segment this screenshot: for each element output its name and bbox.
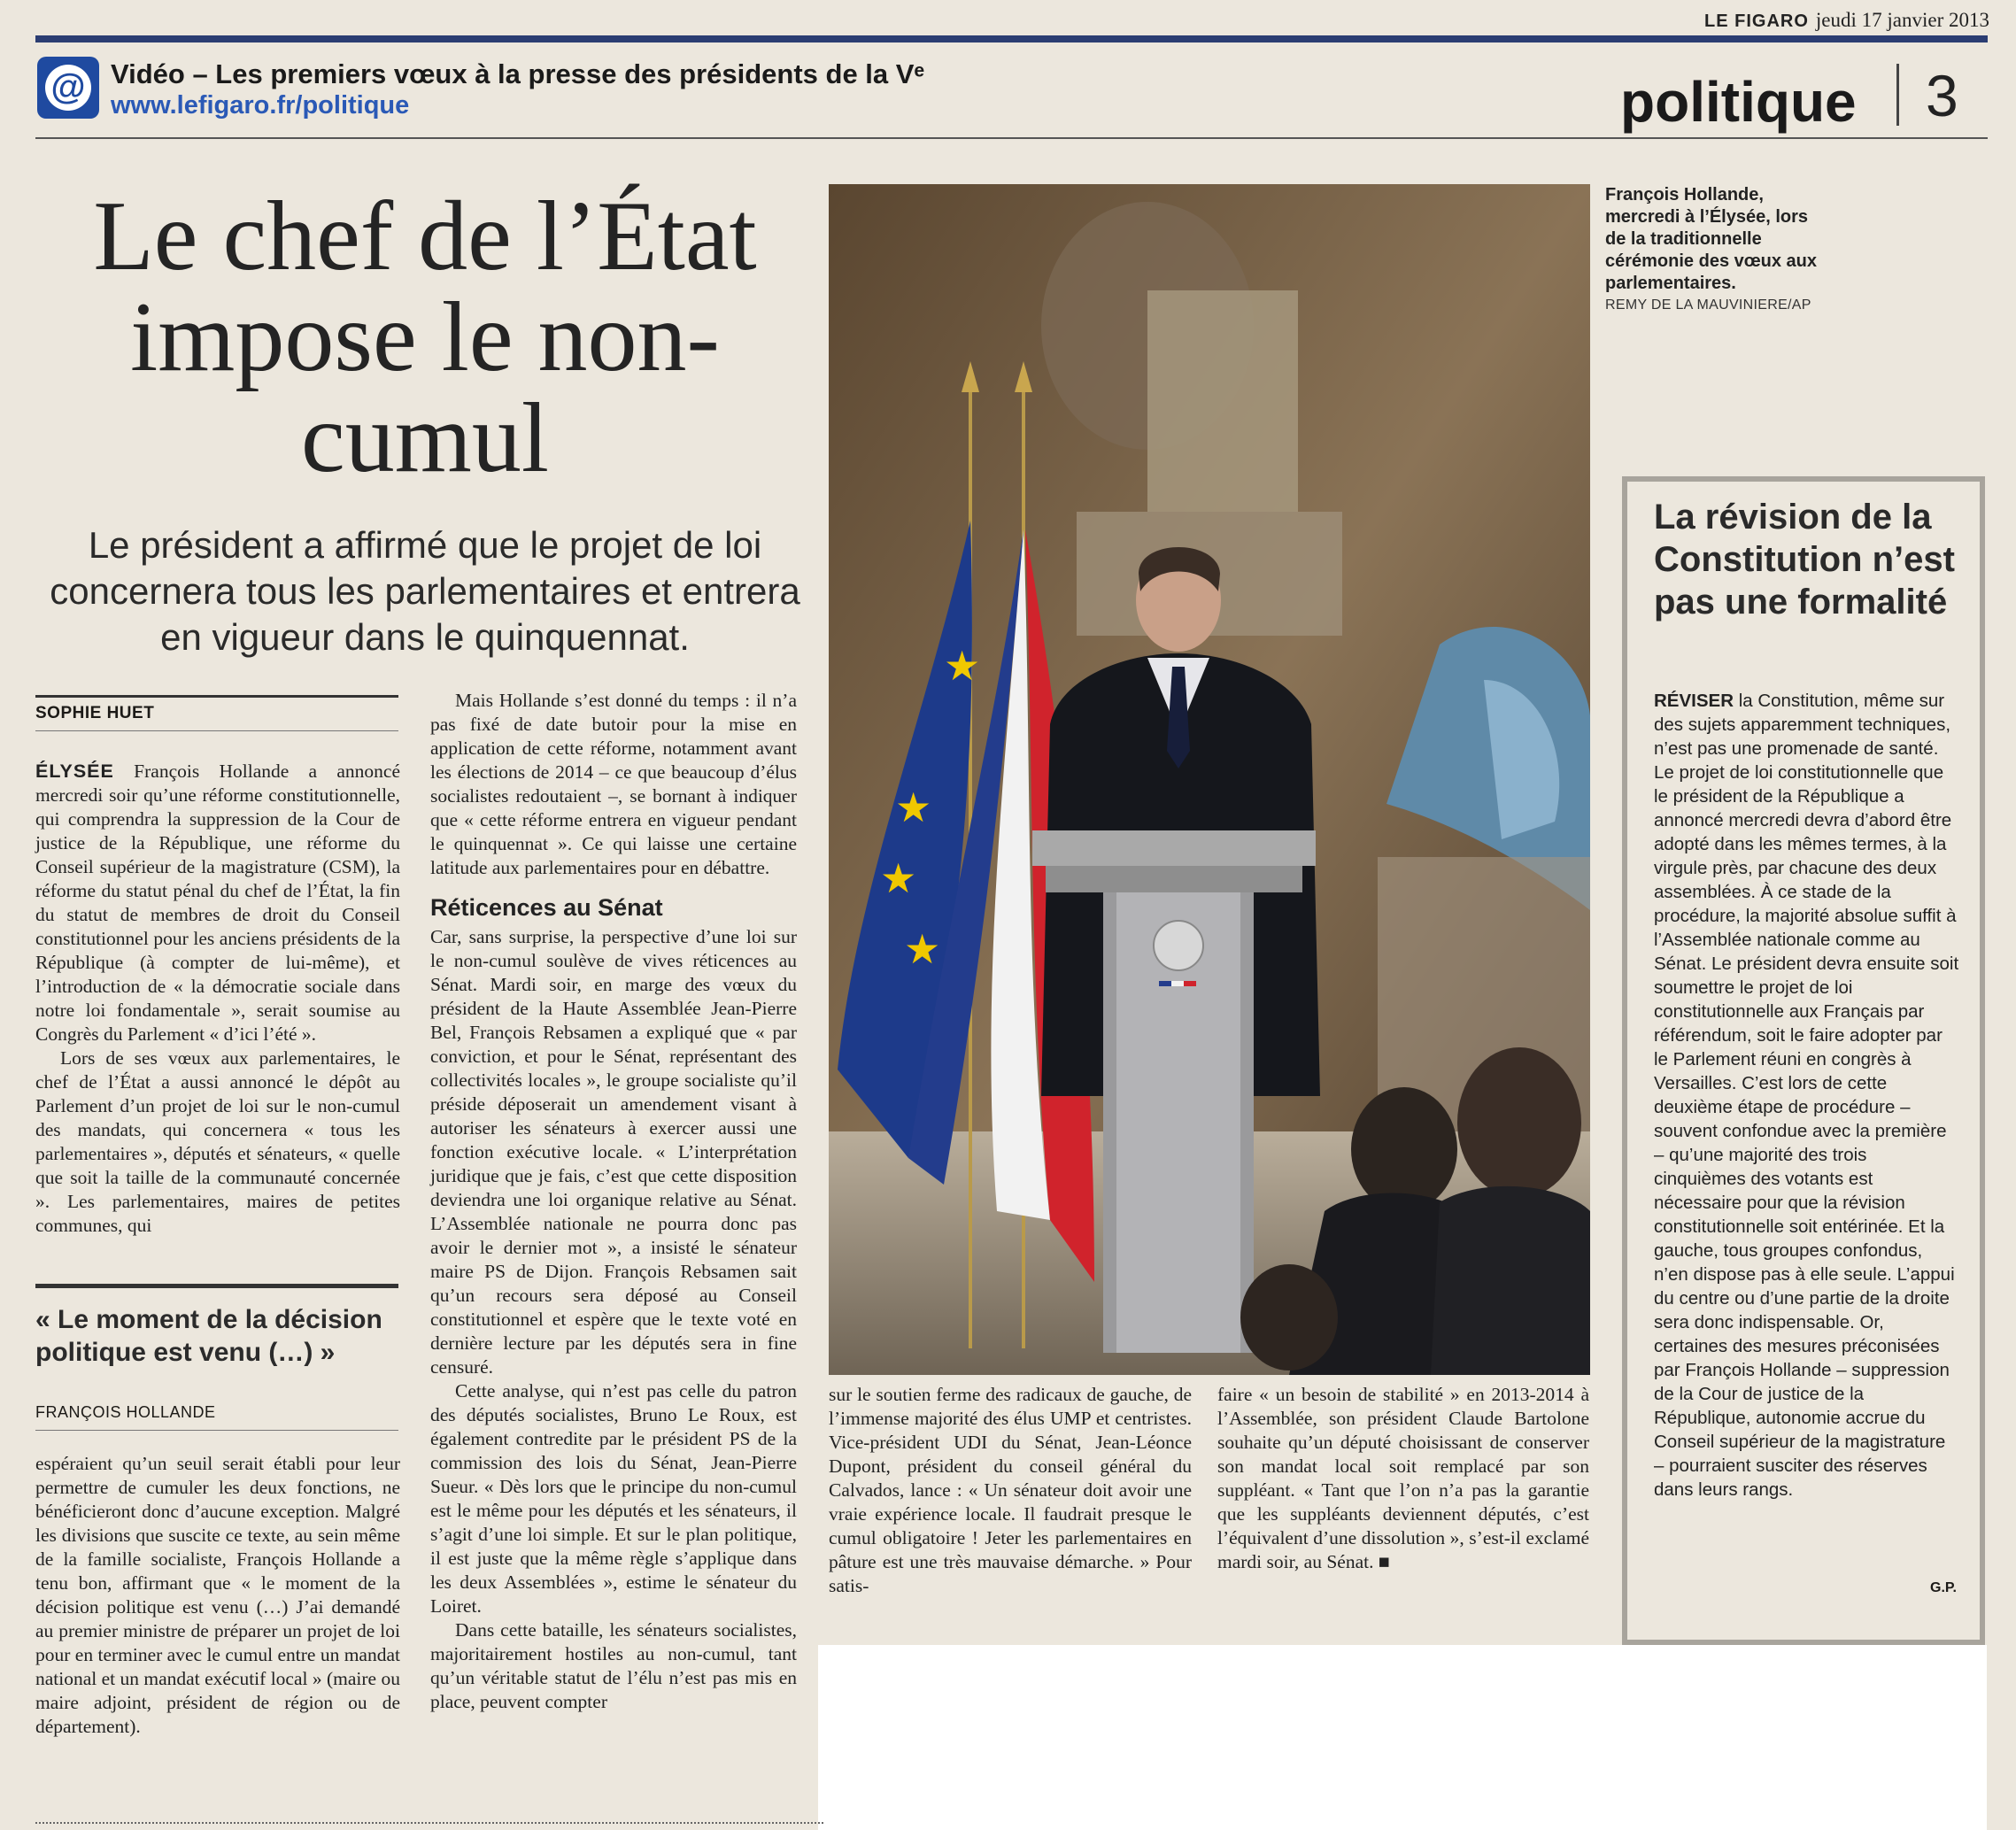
pullquote-rule — [35, 1284, 398, 1288]
sidebar-text: la Constitution, même sur des sujets apparemment techniques, n’est pas une promenade de santé. Le projet de loi constitutionnelle que le président de la République a annoncé mercredi devra d’abord être adopté dans les mêmes termes, à la virgule près, par chacune des deux assemblées. À ce stade de la procédure, la majorité absolue suffit à l’Assemblée nationale comme au Sénat. Le président devra ensuite soit soumettre le projet de loi constitutionnelle aux Français par référendum, soit le faire adopter par le Parlement réuni en congrès à Versailles. C’est lors de cette deuxième étape de procédure – souvent confondue avec la première – qu’une majorité des trois cinquièmes des votants est nécessaire pour que la révision constitutionnelle soit entérinée. Et la gauche, tous groupes confondus, n’en dispose pas à elle seule. L’appui du centre ou d’une partie de la droite sera donc indispensable. Or, certaines des mesures préconisées par François Hollande – suppression de la Cour de justice de la République, autonomie accrue du Conseil supérieur de la magistrature – pourraient susciter des réserves dans leurs rangs. — [1654, 691, 1959, 1500]
video-promo-link[interactable]: www.lefigaro.fr/politique — [111, 91, 410, 120]
bottom-dotted-rule — [35, 1822, 823, 1824]
svg-text:★: ★ — [904, 925, 941, 973]
byline-rule — [35, 695, 398, 698]
paragraph-4: Mais Hollande s’est donné du temps : il n’a pas fixé de date butoir pour la mise en application de cette réforme, notamment avant les élections de 2014 – ce que beaucoup d’élus socialistes redoutaient –, se bornant à indiquer que « cette réforme entrera en vigueur pendant le quinquennat ». Ce qui laisse une certaine latitude aux parlementaires pour en débattre. — [430, 690, 797, 878]
header-rule — [35, 137, 1988, 139]
deck: Le président a affirmé que le projet de loi concernera tous les parlementaires et entrera en vigueur dans le quinquennat. — [50, 524, 800, 658]
masthead-paper: LE FIGARO — [1704, 12, 1809, 31]
at-sign-icon: @ — [45, 65, 91, 111]
column-2 — [430, 689, 797, 1714]
paragraph-5: Car, sans surprise, la perspective d’une loi sur le non-cumul soulève de vives réticences au Sénat. Mardi soir, en marge des vœux du président de la Haute Assemblée Jean-Pierre Bel, François Rebsamen a expliqué que « par conviction, et pour le Sénat, représentant des collectivités locales », le groupe socialiste qu’il préside déposerait un amendement visant à autoriser les sénateurs à exercer aussi une fonction exécutive locale. « L’interprétation juridique que je fais, c’est que cette disposition deviendra une loi organique relative au Sénat. L’Assemblée nationale ne pourra donc pas avoir le dernier mot », a insisté le sénateur maire PS de Dijon. François Rebsamen sait qu’un recours sera déposé au Conseil constitutionnel et espère que le texte voté en dernière lecture par les députés sera in fine censuré. — [430, 926, 797, 1378]
paragraph-3: espéraient qu’un seuil serait établi pour leur permettre de cumuler les deux fonctions, ne bénéficieront donc d’aucune exception. Malgré les divisions que suscite ce texte, au sein même de la famille socialiste, François Hollande a tenu bon, affirmant que « le moment de la décision politique est venu (…) J’ai demandé au premier ministre de préparer un projet de loi pour en terminer avec le cumul entre un mandat national et un mandat exécutif local » (maire ou maire adjoint, président de région ou de département). — [35, 1453, 400, 1737]
svg-text:★: ★ — [880, 854, 917, 902]
sidebar-body — [1654, 689, 1959, 1502]
photo-credit: REMY DE LA MAUVINIERE/AP — [1605, 297, 1811, 313]
photo-hollande-podium — [829, 184, 1590, 1375]
blank-area — [818, 1645, 1987, 1830]
subhead: Réticences au Sénat — [430, 894, 663, 921]
photo-caption: François Hollande, mercredi à l’Élysée, lors de la traditionnelle cérémonie des vœux aux parlementaires. — [1605, 185, 1817, 293]
column-1-top — [35, 760, 400, 1238]
pullquote: « Le moment de la décision politique est venu (…) » — [35, 1305, 382, 1367]
column-3 — [829, 1383, 1192, 1598]
byline: SOPHIE HUET — [35, 704, 155, 722]
section-separator — [1896, 64, 1899, 126]
section-name: politique — [1620, 70, 1857, 134]
paragraph-6: Cette analyse, qui n’est pas celle du patron des députés socialistes, Bruno Le Roux, est également contredite par le président PS de la commission des lois du Sénat, Jean-Pierre Sueur. « Dès lors que le principe du non-cumul est le même pour les députés et les sénateurs, il s’agit d’une loi simple. Et sur le plan politique, il est juste que la même règle s’applique dans les deux Assemblées », estime le sénateur du Loiret. — [430, 1380, 797, 1617]
video-promo-text[interactable]: Vidéo – Les premiers vœux à la presse des présidents de la Vᵉ — [111, 58, 925, 89]
paragraph-1-text: François Hollande a annoncé mercredi soir qu’une réforme constitutionnelle, qui comprendra la suppression de la Cour de justice de la République, une réforme du Conseil supérieur de la magistrature (CSM), la réforme du statut pénal du chef de l’État, la fin du statut de membres de droit du Conseil constitutionnel pour les anciens présidents de la République (à compter de lui-même), et l’introduction de « la démocratie sociale dans notre loi fondamentale », serait soumise au Congrès du Parlement « d’ici l’été ». — [35, 761, 400, 1045]
column-1-bottom — [35, 1452, 400, 1739]
paragraph-1 — [35, 760, 400, 1046]
column-4 — [1217, 1383, 1589, 1574]
byline-rule-thin — [35, 730, 398, 731]
sidebar-title: La révision de la Constitution n’est pas une formalité — [1654, 498, 1955, 622]
sidebar-lead: RÉVISER — [1654, 691, 1734, 711]
pullquote-rule-thin — [35, 1430, 398, 1431]
headline: Le chef de l’État impose le non-cumul — [93, 181, 757, 493]
pullquote-source: FRANÇOIS HOLLANDE — [35, 1403, 216, 1421]
page-number: 3 — [1926, 63, 1958, 128]
paragraph-7: Dans cette bataille, les sénateurs socialistes, majoritairement hostiles au non-cumul, tant qu’un véritable statut de l’élu n’est pas mis en place, peuvent compter — [430, 1619, 797, 1712]
svg-text:★: ★ — [895, 784, 932, 831]
masthead — [1704, 9, 1989, 32]
photo-illustration — [829, 184, 1590, 1375]
top-rule — [35, 35, 1988, 42]
sidebar-signature: G.P. — [1930, 1580, 1957, 1595]
paragraph-8: sur le soutien ferme des radicaux de gauche, de l’immense majorité des élus UMP et centristes. Vice-président UDI du Sénat, Jean-Léonce Dupont, président du conseil général du Calvados, lance : « Un sénateur doit avoir une vraie expérience locale. Il faudrait presque le cumul obligatoire ! Jeter les parlementaires en pâture est une très mauvaise démarche. » Pour satis- — [829, 1384, 1192, 1596]
dateline: ÉLYSÉE — [35, 761, 114, 782]
paragraph-9: faire « un besoin de stabilité » en 2013-2014 à l’Assemblée, son président Claude Bartolone souhaite qu’un député choisissant de conserver son mandat local soit remplacé par son suppléant. « Tant que l’on n’a pas la garantie que les suppléants deviennent députés, c’est l’équivalent d’une dissolution », s’est-il exclamé mardi soir, au Sénat. ■ — [1217, 1384, 1589, 1572]
masthead-date: jeudi 17 janvier 2013 — [1815, 9, 1989, 31]
paragraph-2: Lors de ses vœux aux parlementaires, le chef de l’État a aussi annoncé le dépôt au Parlement d’un projet de loi sur le non-cumul des mandats, qui concernera « tous les parlementaires », députés et sénateurs, « quelle que soit la taille de la communauté concernée ». Les parlementaires, maires de petites communes, qui — [35, 1047, 400, 1236]
web-badge[interactable] — [37, 57, 99, 119]
svg-text:★: ★ — [944, 642, 981, 690]
